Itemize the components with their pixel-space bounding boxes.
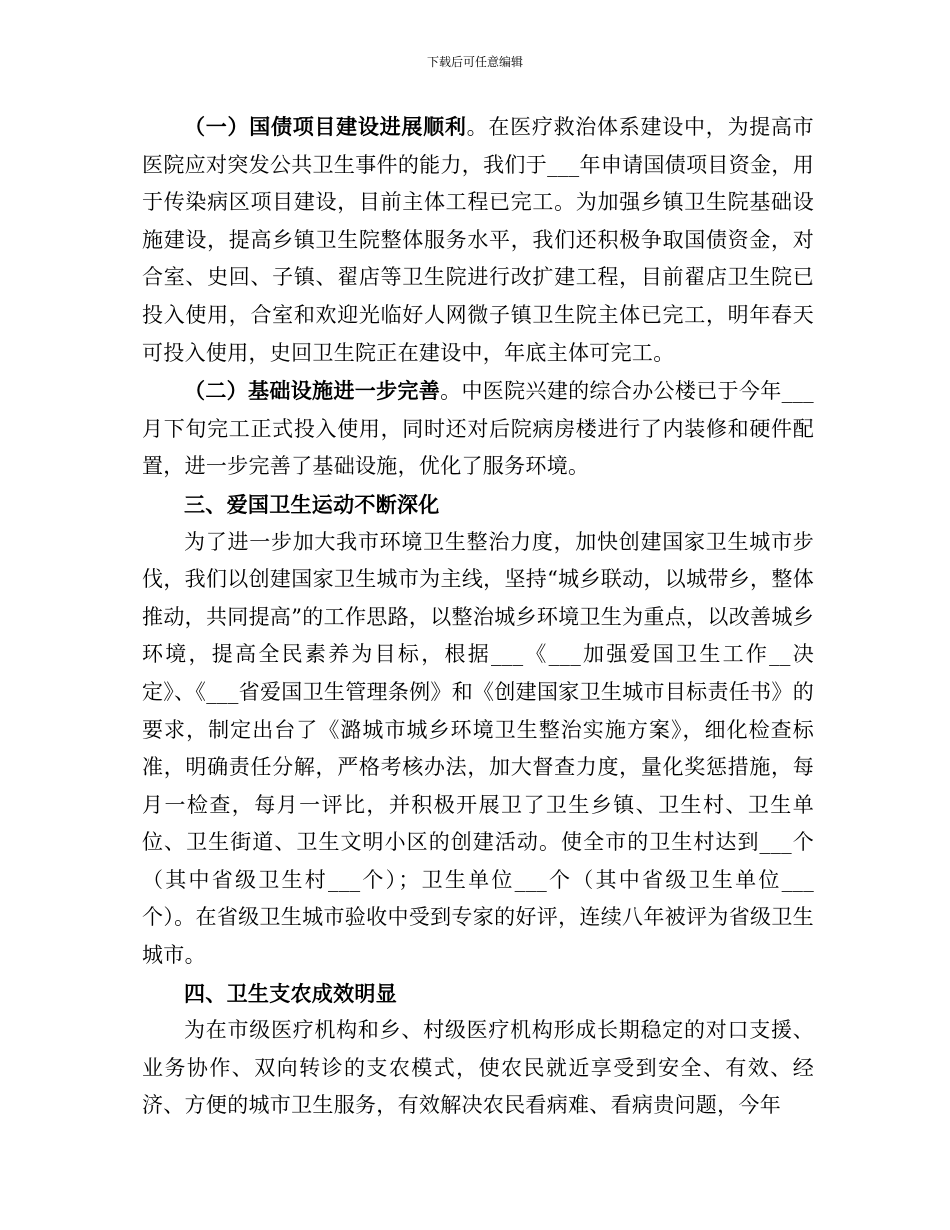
paragraph-national-debt-projects [142, 108, 814, 372]
paragraph-lead-infrastructure: （二）基础设施进一步完善 [184, 378, 441, 404]
paragraph-rural-support: 为在市级医疗机构和乡、村级医疗机构形成长期稳定的对口支援、业务协作、双向转诊的支农模式，使农民就近享受到安全、有效、经济、方便的城市卫生服务，有效解决农民看病难、看病贵问题，今年 [142, 1018, 814, 1118]
paragraph-patriotic-health: 为了进一步加大我市环境卫生整治力度，加快创建国家卫生城市步伐，我们以创建国家卫生城市为主线，坚持“城乡联动，以城带乡，整体推动，共同提高”的工作思路，以整治城乡环境卫生为重点，以改善城乡环境，提高全民素养为目标，根据___《___加强爱国卫生工作__决定》、《___省爱国卫生管理条例》和《创建国家卫生城市目标责任书》的要求，制定出台了《潞城市城乡环境卫生整治实施方案》，细化检查标准，明确责任分解，严格考核办法，加大督查力度，量化奖惩措施，每月一检查，每月一评比，并积极开展卫了卫生乡镇、卫生村、卫生单位、卫生街道、卫生文明小区的创建活动。使全市的卫生村达到___个（其中省级卫生村___个）；卫生单位___个（其中省级卫生单位___个）。在省级卫生城市验收中受到专家的好评，连续八年被评为省级卫生城市。 [142, 529, 814, 968]
document-body [142, 108, 814, 1125]
paragraph-text-national-debt: 。在医疗救治体系建设中，为提高市医院应对突发公共卫生事件的能力，我们于___年申请国债项目资金，用于传染病区项目建设，目前主体工程已完工。为加强乡镇卫生院基础设施建设，提高乡镇卫生院整体服务水平，我们还积极争取国债资金，对合室、史回、子镇、翟店等卫生院进行改扩建工程，目前翟店卫生院已投入使用，合室和欢迎光临好人网微子镇卫生院主体已完工，明年春天可投入使用，史回卫生院正在建设中，年底主体可完工。 [142, 115, 814, 365]
paragraph-infrastructure [142, 372, 814, 486]
page-header: 下载后可任意编辑 [426, 55, 523, 69]
section-heading-patriotic-health: 三、爱国卫生运动不断深化 [184, 491, 440, 517]
paragraph-text-infrastructure: 。中医院兴建的综合办公楼已于今年___月下旬完工正式投入使用，同时还对后院病房楼进行了内装修和硬件配置，进一步完善了基础设施，优化了服务环境。 [142, 379, 814, 479]
paragraph-lead-national-debt: （一）国债项目建设进展顺利 [184, 114, 467, 139]
section-heading-rural-support: 四、卫生支农成效明显 [184, 980, 397, 1006]
